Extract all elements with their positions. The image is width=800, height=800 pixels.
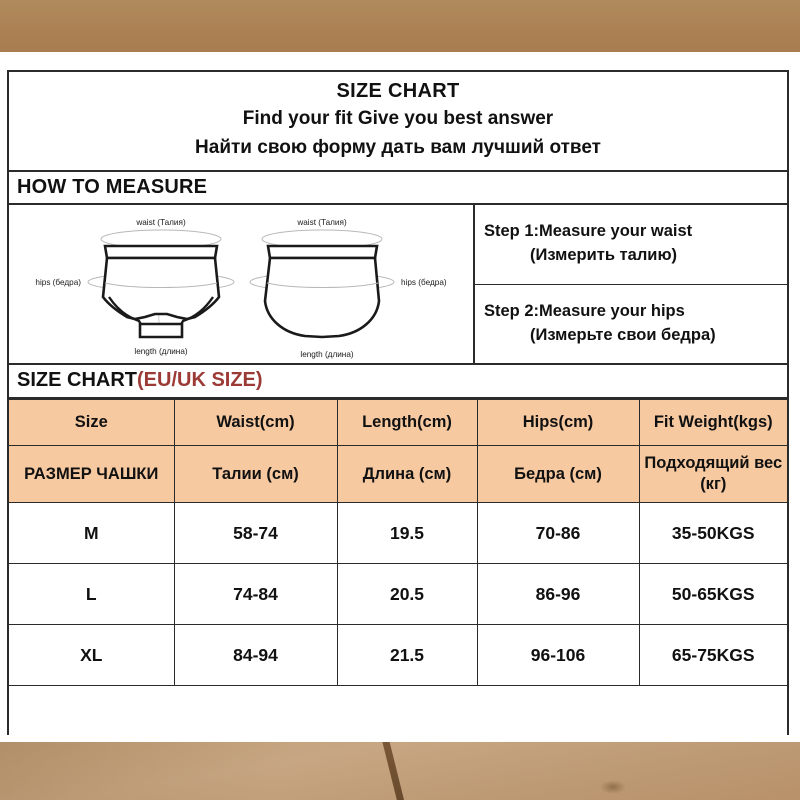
right-garment-illustration — [250, 218, 447, 359]
left-hips-label: hips (бедра) — [35, 278, 81, 287]
garment-diagram — [9, 205, 475, 363]
step-2-english: Step 2:Measure your hips — [484, 301, 685, 320]
cell-length: 20.5 — [337, 564, 477, 625]
backdrop-knot — [600, 780, 626, 794]
header-weight-en: Fit Weight(kgs) — [639, 400, 787, 446]
cell-weight: 35-50KGS — [639, 503, 787, 564]
right-length-label: length (длина) — [300, 350, 354, 359]
cell-length: 21.5 — [337, 625, 477, 686]
backdrop-bottom — [0, 742, 800, 800]
cell-waist: 58-74 — [174, 503, 337, 564]
cell-weight: 50-65KGS — [639, 564, 787, 625]
backdrop-top — [0, 0, 800, 52]
table-row — [9, 564, 787, 625]
backdrop-shadow — [0, 742, 400, 800]
cell-waist: 84-94 — [174, 625, 337, 686]
size-chart-label-region: (EU/UK SIZE) — [137, 369, 263, 391]
header-length-ru: Длина (см) — [337, 446, 477, 503]
measure-steps — [475, 205, 787, 363]
cell-length: 19.5 — [337, 503, 477, 564]
header-size-ru: РАЗМЕР ЧАШКИ — [9, 446, 174, 503]
cell-weight: 65-75KGS — [639, 625, 787, 686]
step-2-russian: (Измерьте свои бедра) — [530, 325, 716, 344]
left-garment-illustration — [35, 218, 234, 356]
header-waist-en: Waist(cm) — [174, 400, 337, 446]
how-to-measure-label: HOW TO MEASURE — [9, 172, 787, 205]
header-weight-ru: Подходящий вес (кг) — [639, 446, 787, 503]
right-hips-label: hips (бедра) — [401, 278, 447, 287]
how-to-measure-row — [9, 205, 787, 365]
step-1-english: Step 1:Measure your waist — [484, 222, 693, 241]
table-header-row-english — [9, 400, 787, 446]
cell-hips: 86-96 — [477, 564, 639, 625]
header-waist-ru: Талии (см) — [174, 446, 337, 503]
measure-step-2 — [475, 285, 787, 364]
header-length-en: Length(cm) — [337, 400, 477, 446]
subtitle-russian: Найти свою форму дать вам лучший ответ — [195, 136, 601, 158]
left-length-label: length (длина) — [134, 347, 188, 356]
table-header-row-russian — [9, 446, 787, 503]
size-table — [9, 399, 787, 686]
size-chart-label-main: SIZE CHART — [17, 369, 137, 391]
garment-diagram-svg — [9, 205, 475, 361]
left-waist-label: waist (Талия) — [136, 218, 186, 227]
header-hips-en: Hips(cm) — [477, 400, 639, 446]
cell-size: M — [9, 503, 174, 564]
size-chart-card — [7, 70, 789, 735]
step-1-russian: (Измерить талию) — [530, 246, 678, 265]
size-chart-label — [9, 365, 787, 399]
cell-hips: 70-86 — [477, 503, 639, 564]
header-hips-ru: Бедра (см) — [477, 446, 639, 503]
cell-size: L — [9, 564, 174, 625]
cell-hips: 96-106 — [477, 625, 639, 686]
header-size-en: Size — [9, 400, 174, 446]
measure-step-1 — [475, 205, 787, 285]
subtitle-english: Find your fit Give you best answer — [242, 108, 554, 129]
right-waist-label: waist (Талия) — [297, 218, 347, 227]
cell-waist: 74-84 — [174, 564, 337, 625]
page-title: SIZE CHART — [336, 80, 460, 102]
cell-size: XL — [9, 625, 174, 686]
table-row — [9, 503, 787, 564]
title-block — [9, 72, 787, 172]
table-row — [9, 625, 787, 686]
